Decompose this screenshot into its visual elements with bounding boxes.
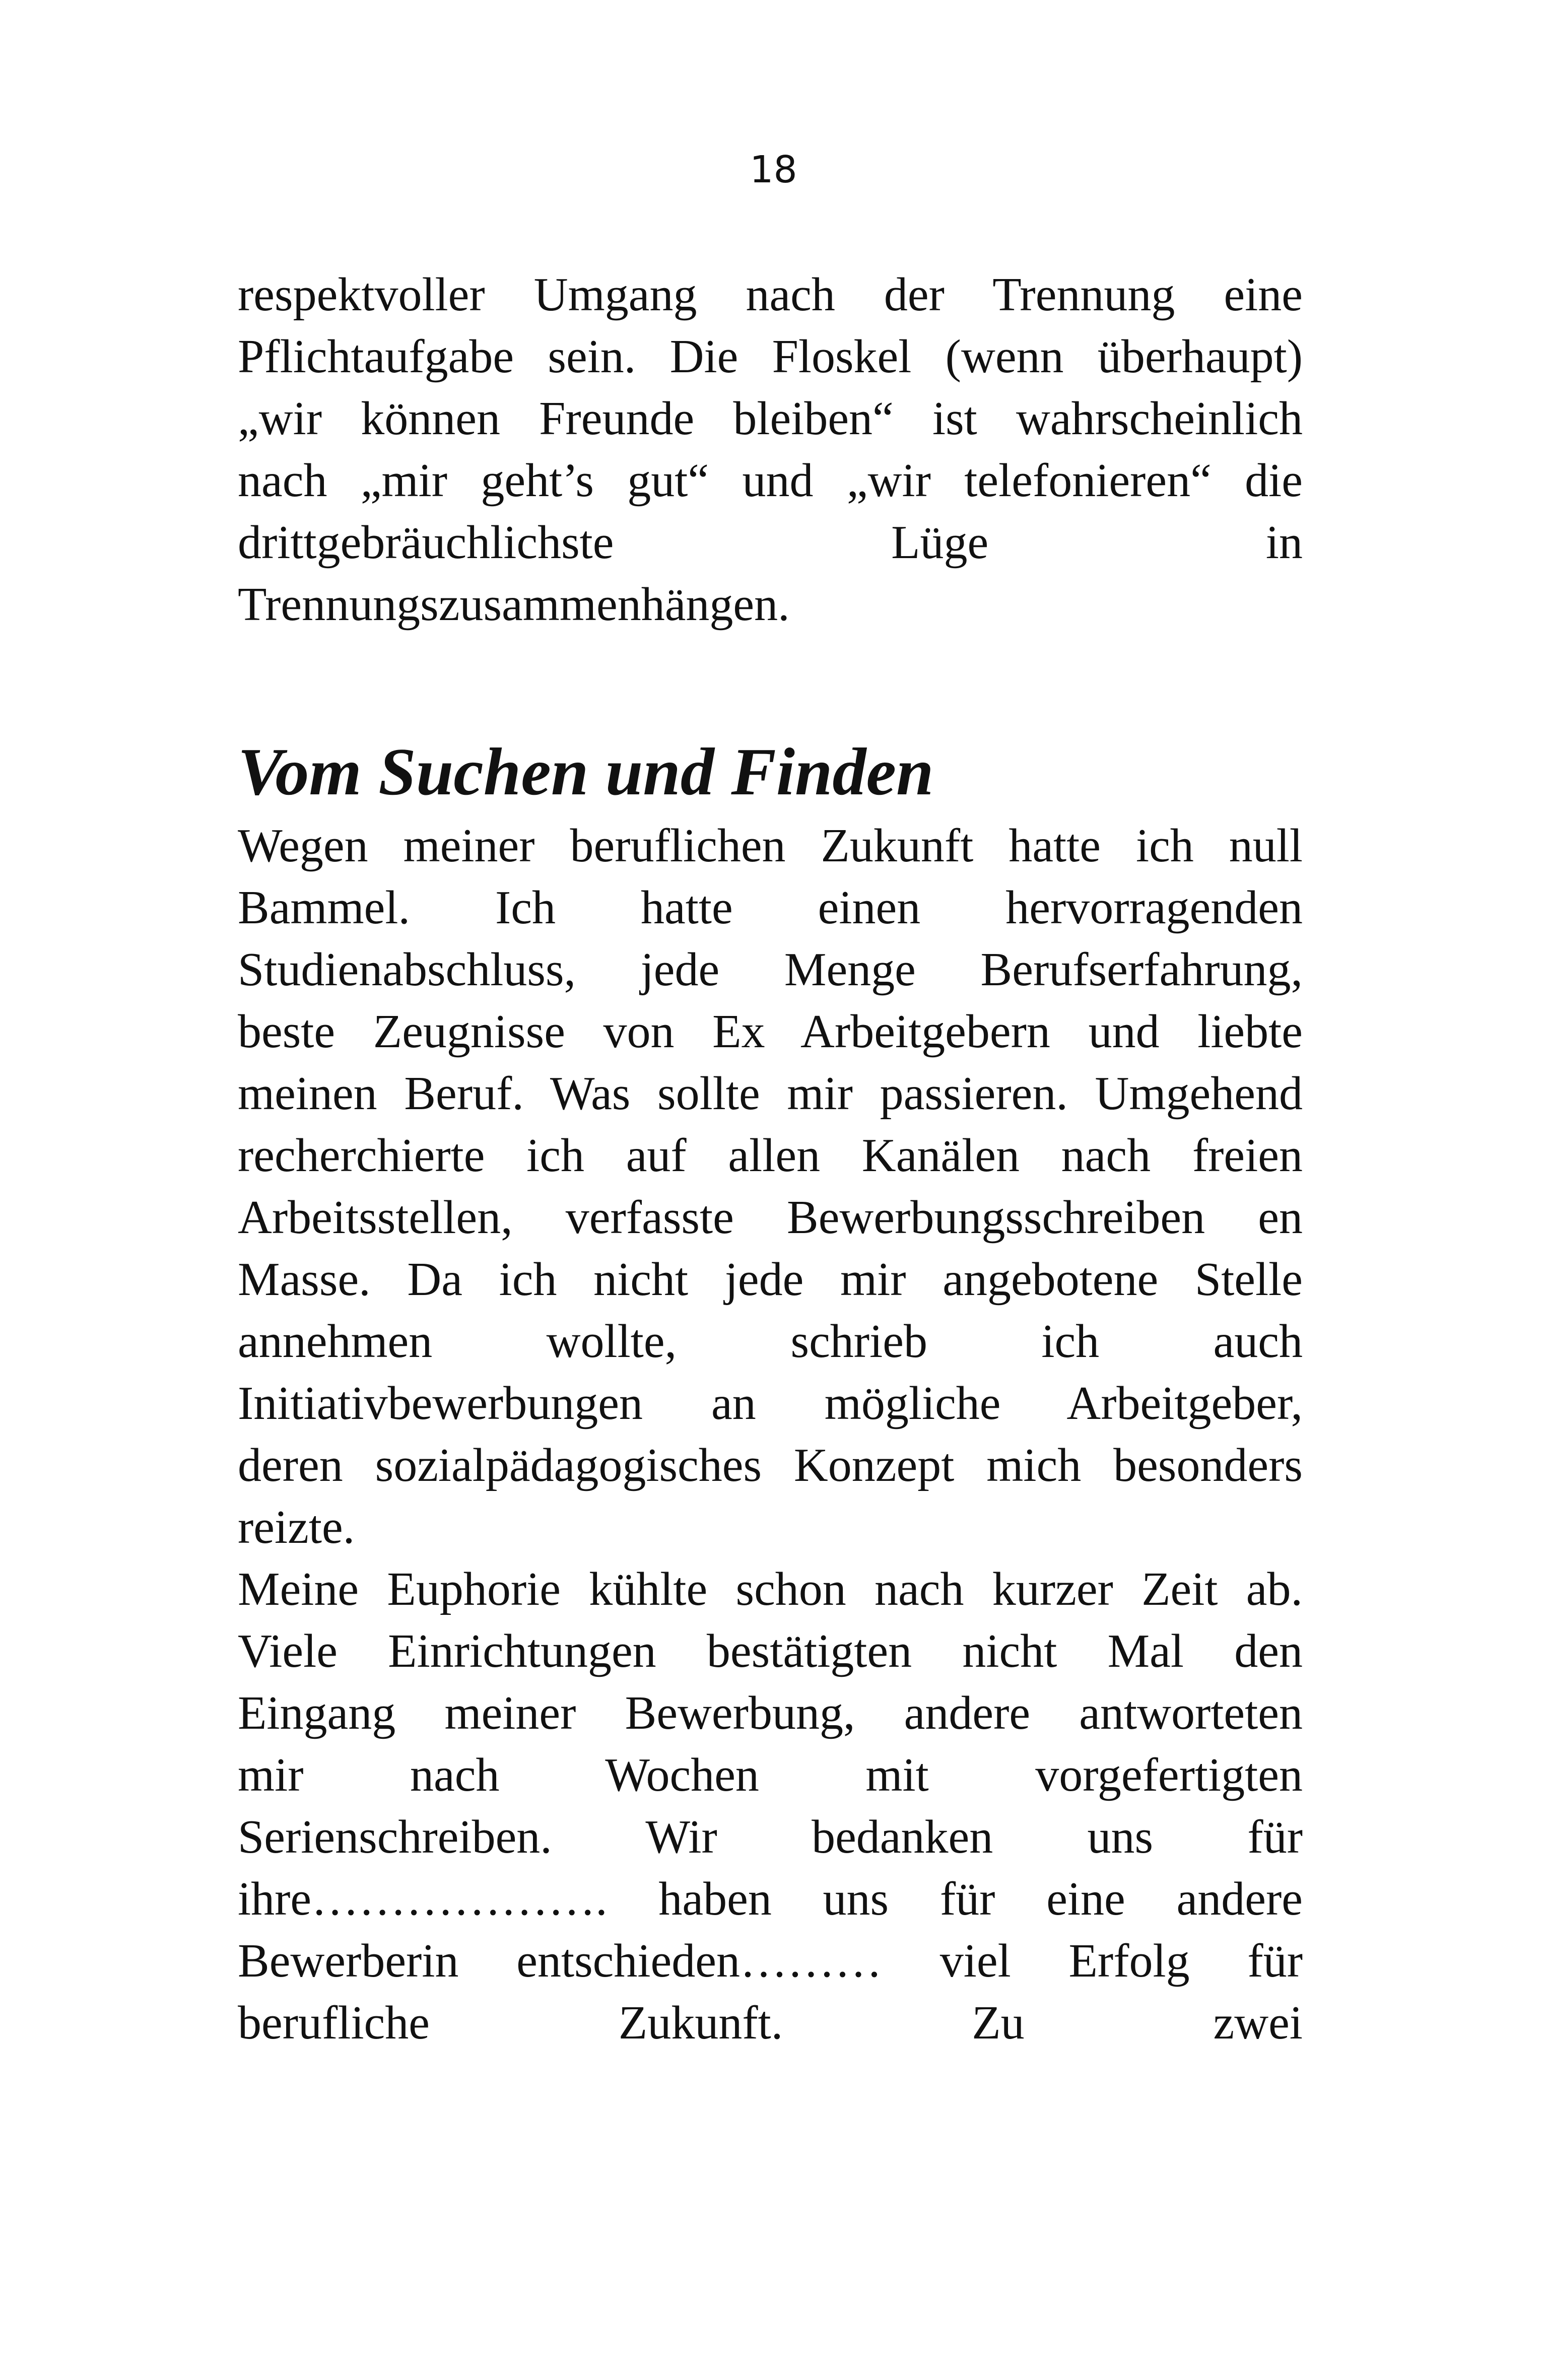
text-line: nach „mir geht’s gut“ und „wir telefonieren“ die [238, 454, 1303, 507]
text-line: Masse. Da ich nicht jede mir angebotene Stelle [238, 1253, 1303, 1306]
paragraph-2 [238, 815, 1303, 1558]
page-number: 18 [750, 148, 797, 191]
text-line: recherchierte ich auf allen Kanälen nach freien [238, 1129, 1303, 1182]
text-line: berufliche Zukunft. Zu zwei [238, 1997, 1303, 2049]
paragraph-3 [238, 1558, 1303, 2054]
text-line: Studienabschluss, jede Menge Berufserfahrung, [238, 943, 1303, 996]
text-line: Viele Einrichtungen bestätigten nicht Mal den [238, 1625, 1303, 1677]
text-line: mir nach Wochen mit vorgefertigten [238, 1749, 1303, 1801]
text-line: respektvoller Umgang nach der Trennung eine [238, 268, 1303, 321]
text-line: deren sozialpädagogisches Konzept mich besonders [238, 1439, 1303, 1491]
text-line: Pflichtaufgabe sein. Die Floskel (wenn überhaupt) [238, 330, 1303, 383]
text-line: Serienschreiben. Wir bedanken uns für [238, 1811, 1303, 1863]
text-line: Wegen meiner beruflichen Zukunft hatte ich null [238, 820, 1303, 872]
text-line: beste Zeugnisse von Ex Arbeitgebern und liebte [238, 1005, 1303, 1058]
text-line: Bewerberin entschieden……… viel Erfolg für [238, 1935, 1303, 1987]
text-line: reizte. [238, 1501, 355, 1553]
text-line: Bammel. Ich hatte einen hervorragenden [238, 881, 1303, 934]
text-line: annehmen wollte, schrieb ich auch [238, 1315, 1303, 1368]
text-line: Trennungszusammenhängen. [238, 578, 790, 631]
text-line: drittgebräuchlichste Lüge in [238, 516, 1303, 569]
text-line: Meine Euphorie kühlte schon nach kurzer Zeit ab. [238, 1563, 1303, 1615]
text-line: Initiativbewerbungen an mögliche Arbeitgeber, [238, 1377, 1303, 1430]
text-line: Arbeitsstellen, verfasste Bewerbungsschreiben en [238, 1191, 1303, 1244]
text-line: „wir können Freunde bleiben“ ist wahrscheinlich [238, 392, 1303, 445]
paragraph-1 [238, 264, 1303, 636]
section-heading: Vom Suchen und Finden [238, 734, 934, 809]
text-line: meinen Beruf. Was sollte mir passieren. Umgehend [238, 1067, 1303, 1120]
text-line: ihre………………. haben uns für eine andere [238, 1873, 1303, 1925]
text-line: Eingang meiner Bewerbung, andere antworteten [238, 1687, 1303, 1739]
